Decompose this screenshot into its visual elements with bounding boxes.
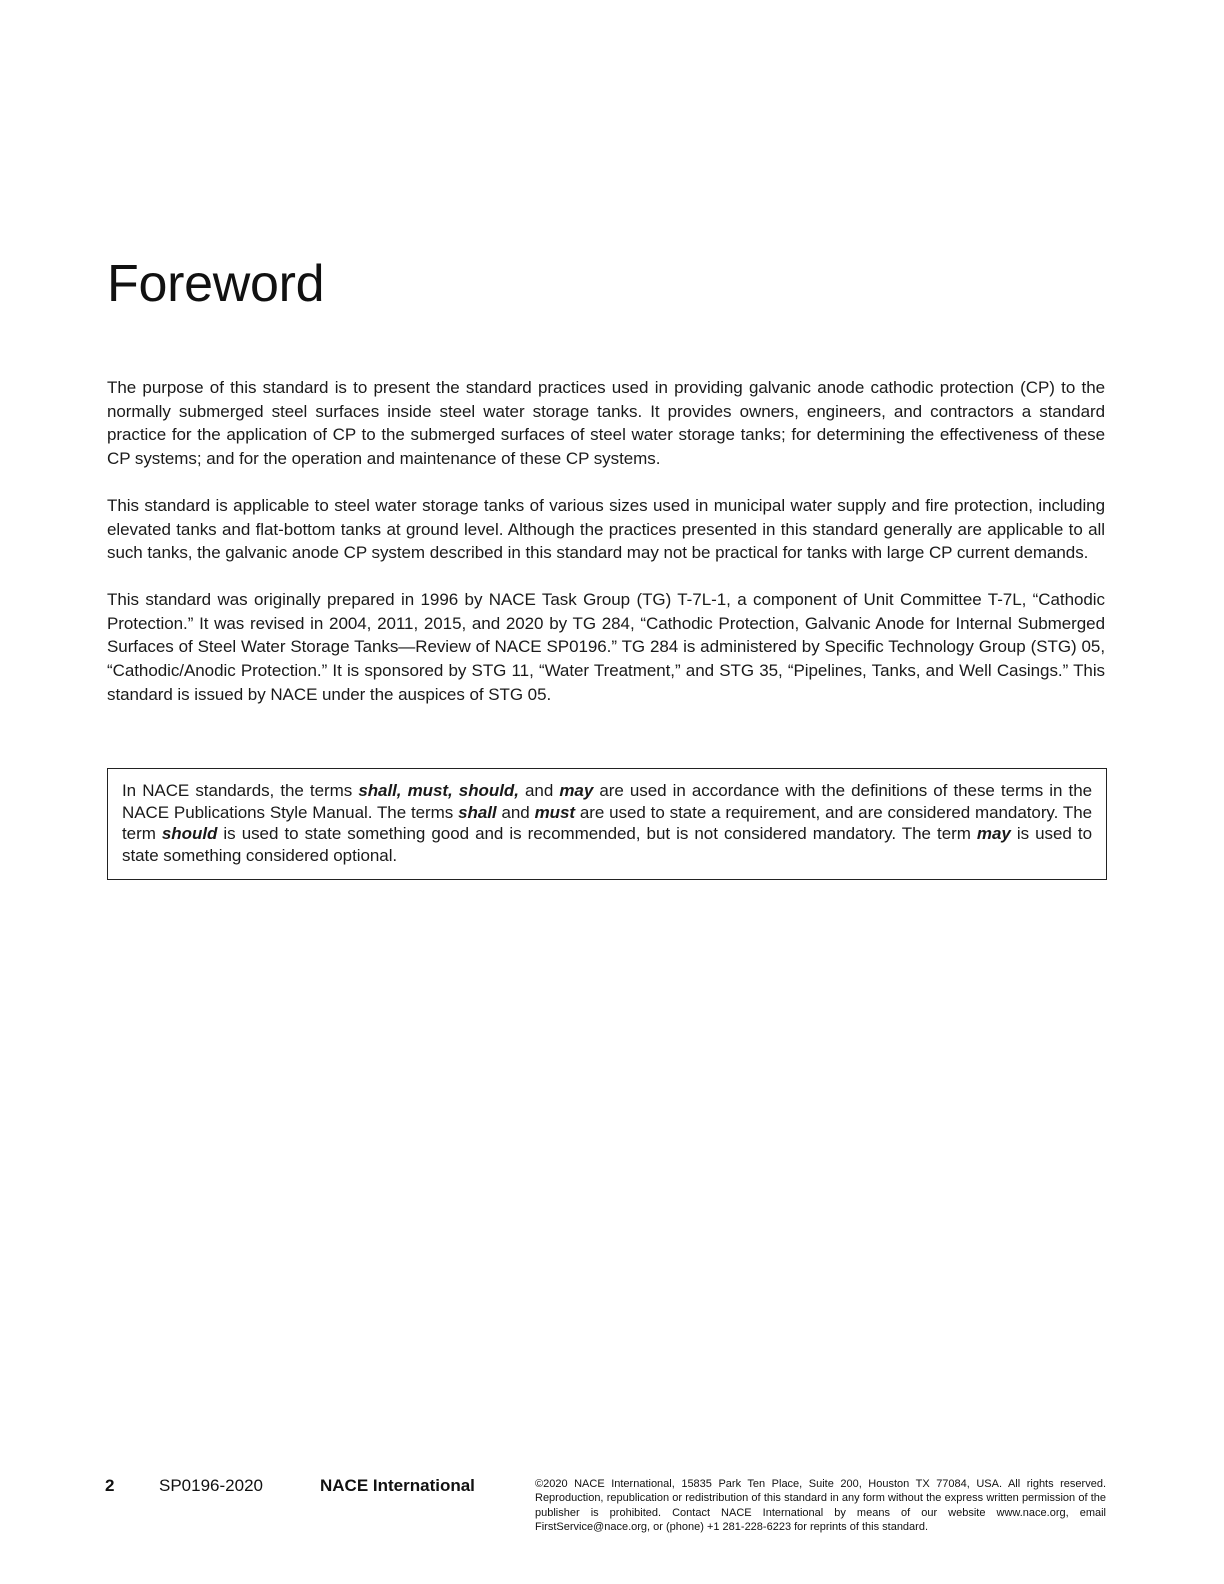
terms-text-segment: and — [518, 781, 560, 800]
term-may: may — [559, 781, 594, 800]
term-shall-must-should: shall, must, should, — [358, 781, 519, 800]
terms-text-segment: are used in accordance with the definitions of these terms in the NACE Publications Style Manual. The terms — [122, 781, 1093, 822]
terms-text-segment: In NACE standards, the terms — [122, 781, 359, 800]
term-shall: shall — [458, 802, 497, 822]
paragraph-scope: This standard is applicable to steel water storage tanks of various sizes used in municipal water supply and fire protection, including elevated tanks and flat-bottom tanks at ground level. Although the practices presented in this standard generally are applicable to all such tanks, the galvanic anode CP system described in this standard may not be practical for tanks with large CP current demands. — [107, 495, 1105, 563]
document-code: SP0196-2020 — [159, 1476, 263, 1495]
term-should: should — [161, 824, 218, 843]
term-must: must — [534, 802, 575, 822]
terms-text-segment: is used to state something considered optional. — [122, 824, 1092, 865]
paragraph-purpose: The purpose of this standard is to present the standard practices used in providing galvanic anode cathodic protection (CP) to the normally submerged steel surfaces inside steel water storage tanks. It provides owners, engineers, and contractors a standard practice for the application of CP to the submerged surfaces of steel water storage tanks; for determining the effectiveness of these CP systems; and for the operation and maintenance of these CP systems. — [107, 378, 1105, 469]
page-footer — [0, 1474, 1224, 1534]
organization-name: NACE International — [320, 1476, 475, 1495]
terms-text-segment: are used to state a requirement, and are considered mandatory. The term — [122, 802, 1093, 843]
terms-definition-box — [107, 768, 1107, 880]
terms-definition-text — [122, 780, 1092, 866]
term-may: may — [976, 824, 1011, 843]
page-title: Foreword — [107, 255, 325, 313]
terms-text-segment: is used to state something good and is recommended, but is not considered mandatory. The term — [217, 824, 977, 843]
page-number: 2 — [105, 1476, 115, 1495]
copyright-notice: ©2020 NACE International, 15835 Park Ten Place, Suite 200, Houston TX 77084, USA. All rights reserved. Reproduction, republication or redistribution of this standard in any form without the express written permission of the publisher is prohibited. Contact NACE International by means of our website www.nace.org, email FirstService@nace.org, or (phone) +1 281-228-6223 for reprints of this standard. — [535, 1478, 1106, 1533]
terms-text-segment: and — [496, 802, 535, 822]
paragraph-history: This standard was originally prepared in 1996 by NACE Task Group (TG) T-7L-1, a component of Unit Committee T-7L, “Cathodic Protection.” It was revised in 2004, 2011, 2015, and 2020 by TG 284, “Cathodic Protection, Galvanic Anode for Internal Submerged Surfaces of Steel Water Storage Tanks—Review of NACE SP0196.” TG 284 is administered by Specific Technology Group (STG) 05, “Cathodic/Anodic Protection.” It is sponsored by STG 11, “Water Treatment,” and STG 35, “Pipelines, Tanks, and Well Casings.” This standard is issued by NACE under the auspices of STG 05. — [107, 589, 1105, 704]
foreword-body — [107, 376, 1105, 729]
